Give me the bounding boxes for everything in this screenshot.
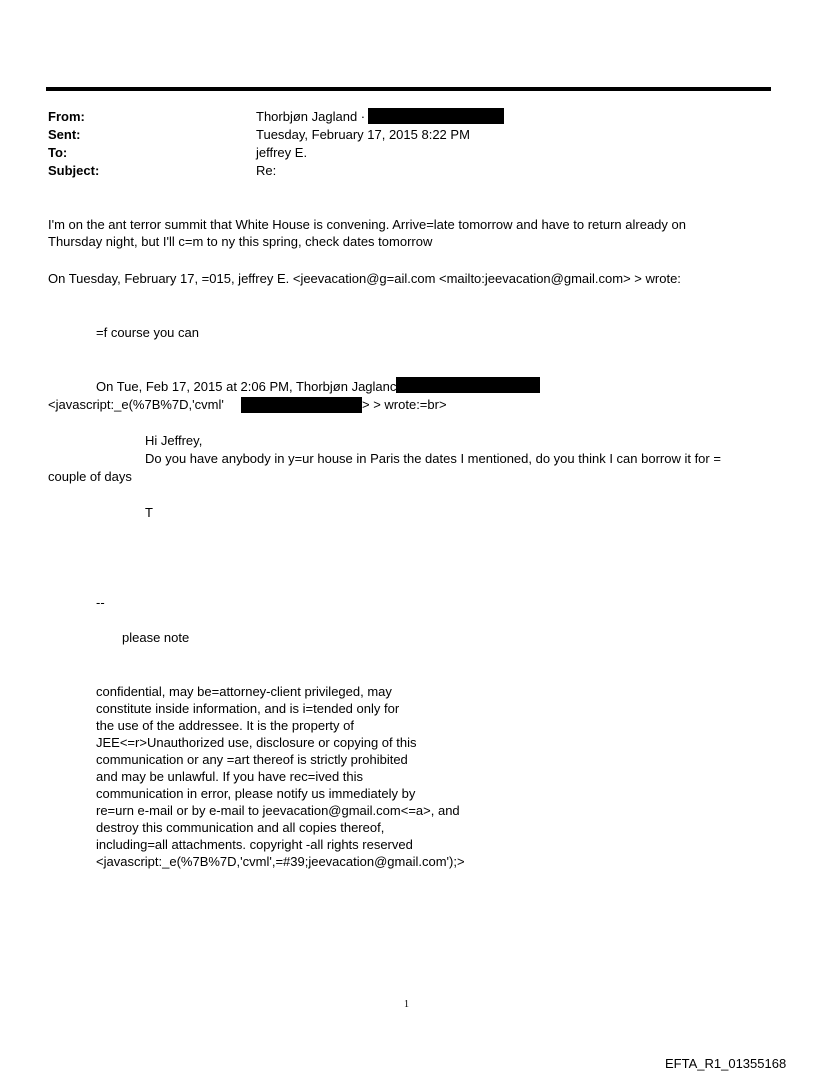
redaction-quote-email (396, 377, 540, 393)
quote-intro: On Tuesday, February 17, =015, jeffrey E. <jeevacation@g=ail.com <mailto:jeevacation@gmail.com> > wrote: (48, 271, 681, 286)
request-line: Do you have anybody in y=ur house in Paris the dates I mentioned, do you think I can borrow it for = (145, 451, 721, 466)
notice-line: re=urn e-mail or by e-mail to jeevacation@gmail.com<=a>, and (96, 803, 460, 818)
greeting: Hi Jeffrey, (145, 433, 203, 448)
quote2-javascript: <javascript:_e(%7B%7D,'cvml' (48, 397, 224, 412)
to-value: jeffrey E. (256, 145, 308, 160)
notice-line: destroy this communication and all copies thereof, (96, 820, 385, 835)
notice-line: confidential, may be=attorney-client privileged, may (96, 684, 392, 699)
quote2-header: On Tue, Feb 17, 2015 at 2:06 PM, Thorbjøn Jaglanc (96, 379, 397, 394)
from-value: Thorbjøn Jagland · (256, 109, 366, 124)
notice-line: constitute inside information, and is i=tended only for (96, 701, 400, 716)
please-note: please note (122, 630, 190, 645)
notice-line: including=all attachments. copyright -all rights reserved (96, 837, 413, 852)
signoff: T (145, 505, 153, 520)
subject-value: Re: (256, 163, 277, 178)
page-number: 1 (404, 999, 409, 1010)
sent-value: Tuesday, February 17, 2015 8:22 PM (256, 127, 470, 142)
sent-label: Sent: (48, 127, 81, 142)
notice-line: communication in error, please notify us immediately by (96, 786, 416, 801)
body-line: Thursday night, but I'll c=m to ny this spring, check dates tomorrow (48, 234, 433, 249)
from-label: From: (48, 109, 85, 124)
header-rule (46, 87, 771, 91)
request-line: couple of days (48, 469, 132, 484)
signature-dashes: -- (96, 595, 105, 610)
reply-text: =f course you can (96, 325, 199, 340)
subject-label: Subject: (48, 163, 100, 178)
message-body (48, 216, 686, 250)
document-id: EFTA_R1_01355168 (665, 1056, 787, 1071)
notice-line: <javascript:_e(%7B%7D,'cvml',=#39;jeevacation@gmail.com');> (96, 854, 465, 869)
notice-line: communication or any =art thereof is strictly prohibited (96, 752, 408, 767)
notice-line: and may be unlawful. If you have rec=ived this (96, 769, 364, 784)
confidentiality-notice (96, 683, 465, 870)
redaction-from-email (368, 108, 504, 124)
redaction-javascript-email (241, 397, 362, 413)
notice-line: JEE<=r>Unauthorized use, disclosure or copying of this (96, 735, 417, 750)
notice-line: the use of the addressee. It is the property of (96, 718, 354, 733)
body-line: I'm on the ant terror summit that White House is convening. Arrive=late tomorrow and have to return already on (48, 217, 686, 232)
to-label: To: (48, 145, 68, 160)
quote2-wrote: > > wrote:=br> (362, 397, 447, 412)
